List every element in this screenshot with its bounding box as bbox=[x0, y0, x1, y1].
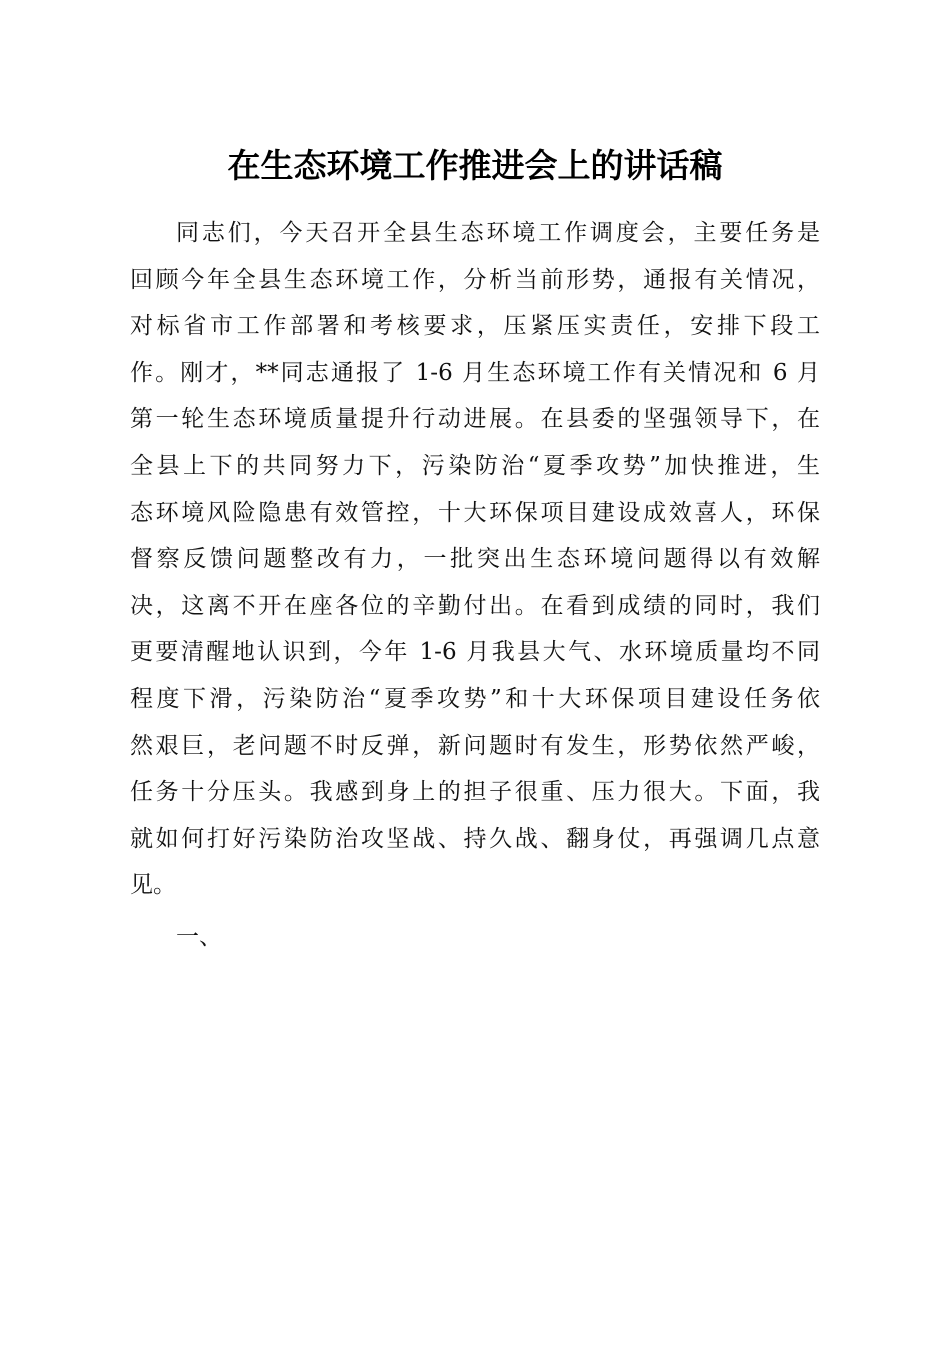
speech-paragraph bbox=[130, 210, 820, 909]
paragraph-line: 第一轮生态环境质量提升行动进展。在县委的坚强领导下，在 bbox=[130, 406, 820, 433]
paragraph-line: 全县上下的共同努力下，污染防治“夏季攻势”加快推进，生 bbox=[130, 452, 820, 479]
paragraph-line: 任务十分压头。我感到身上的担子很重、压力很大。下面，我 bbox=[130, 779, 820, 806]
paragraph-line: 更要清醒地认识到，今年 1-6 月我县大气、水环境质量均不同 bbox=[130, 639, 820, 666]
paragraph-line: 决，这离不开在座各位的辛勤付出。在看到成绩的同时，我们 bbox=[130, 592, 820, 619]
paragraph-line: 程度下滑，污染防治“夏季攻势”和十大环保项目建设任务依 bbox=[130, 685, 820, 712]
paragraph-line: 态环境风险隐患有效管控，十大环保项目建设成效喜人，环保 bbox=[130, 499, 820, 526]
paragraph-line: 同志们，今天召开全县生态环境工作调度会，主要任务是 bbox=[176, 220, 820, 246]
paragraph-line: 督察反馈问题整改有力，一批突出生态环境问题得以有效解 bbox=[130, 546, 820, 573]
section-heading: 一、 bbox=[176, 924, 222, 950]
paragraph-line: 就如何打好污染防治攻坚战、持久战、翻身仗，再强调几点意 bbox=[130, 825, 820, 852]
document-title: 在生态环境工作推进会上的讲话稿 bbox=[227, 146, 723, 185]
paragraph-line: 回顾今年全县生态环境工作，分析当前形势，通报有关情况， bbox=[130, 266, 820, 293]
paragraph-line: 对标省市工作部署和考核要求，压紧压实责任，安排下段工 bbox=[130, 313, 820, 340]
paragraph-line: 然艰巨，老问题不时反弹，新问题时有发生，形势依然严峻， bbox=[130, 732, 820, 759]
paragraph-line: 见。 bbox=[130, 872, 176, 899]
paragraph-line: 作。刚才，**同志通报了 1-6 月生态环境工作有关情况和 6 月 bbox=[130, 359, 820, 386]
